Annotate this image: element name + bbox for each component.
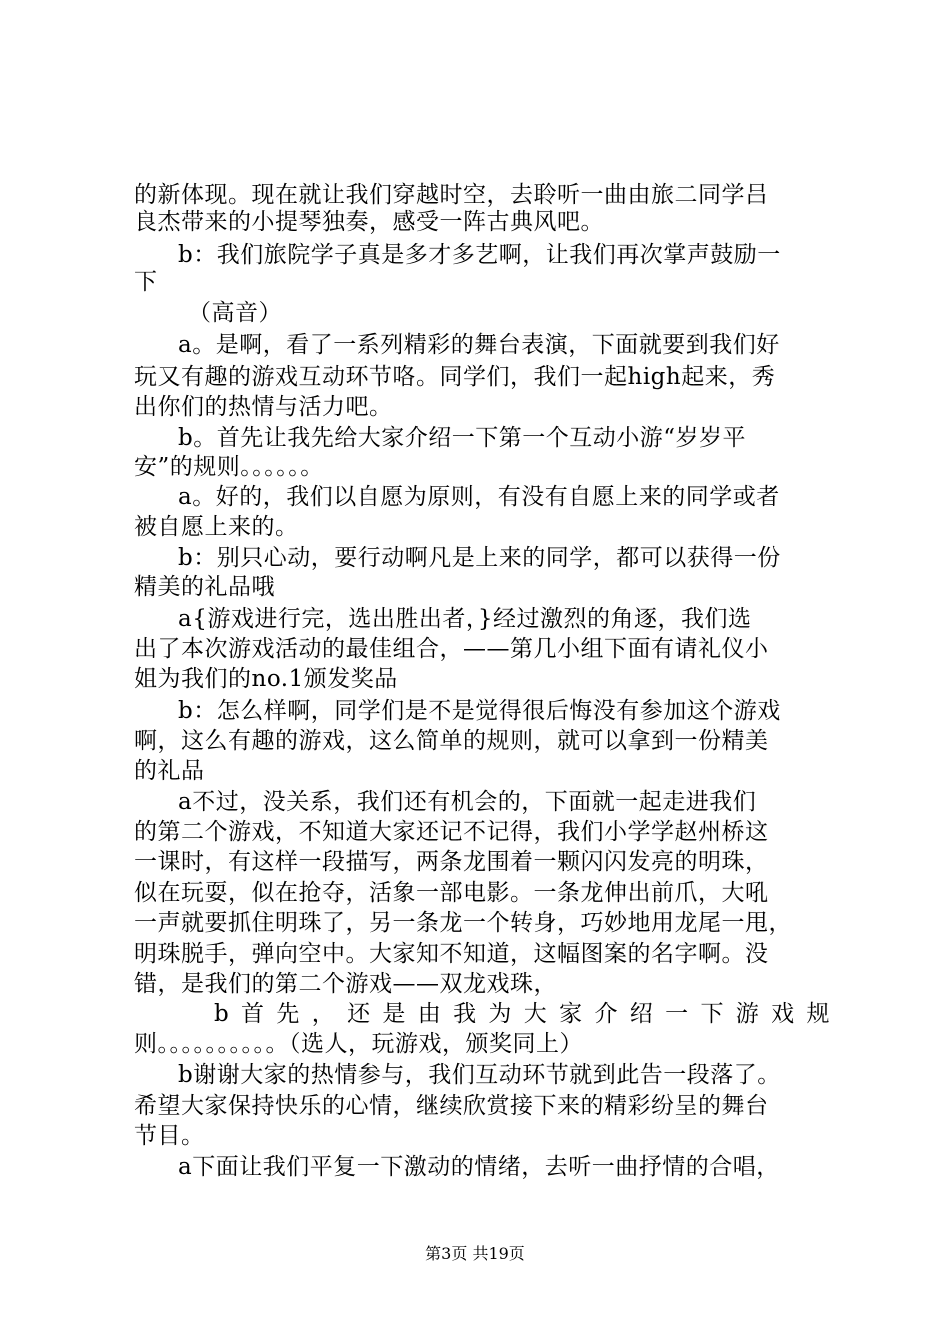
text-line: b：怎么样啊，同学们是不是觉得很后悔没有参加这个游戏	[178, 698, 781, 724]
text-line: 下	[134, 269, 158, 295]
text-line: 安”的规则。。。。。。	[134, 454, 324, 480]
text-line: 似在玩耍，似在抢夺，活象一部电影。一条龙伸出前爪，大吼	[134, 880, 769, 906]
text-line: 被自愿上来的。	[134, 514, 299, 540]
text-line: 节目。	[134, 1123, 205, 1149]
text-line: 希望大家保持快乐的心情，继续欣赏接下来的精彩纷呈的舞台	[134, 1093, 769, 1119]
text-line: a不过，没关系，我们还有机会的，下面就一起走进我们	[178, 789, 757, 815]
text-line: 明珠脱手，弹向空中。大家知不知道，这幅图案的名字啊。没	[134, 941, 769, 967]
text-line: 一声就要抓住明珠了，另一条龙一个转身，巧妙地用龙尾一甩，	[134, 910, 792, 936]
text-line: a。是啊，看了一系列精彩的舞台表演，下面就要到我们好	[178, 332, 780, 358]
text-line: 错，是我们的第二个游戏——双龙戏珠，	[134, 971, 557, 997]
text-line: a{游戏进行完，选出胜出者，}经过激烈的角逐，我们选	[178, 606, 752, 632]
text-line: 精美的礼品哦	[134, 574, 275, 600]
text-line: 出你们的热情与活力吧。	[134, 394, 393, 420]
text-line: a。好的，我们以自愿为原则，有没有自愿上来的同学或者	[178, 484, 780, 510]
text-line: a下面让我们平复一下激动的情绪，去听一曲抒情的合唱，	[178, 1154, 780, 1180]
text-line: b：我们旅院学子真是多才多艺啊，让我们再次掌声鼓励一	[178, 242, 781, 268]
text-line: b首先，还是由我为大家介绍一下游戏规	[214, 1001, 830, 1027]
text-line: b：别只心动，要行动啊凡是上来的同学，都可以获得一份	[178, 545, 781, 571]
text-line: 则。。。。。。。。。。（选人，玩游戏，颁奖同上）	[134, 1031, 583, 1057]
page-number-footer: 第3页 共19页	[425, 1244, 525, 1263]
text-line: 出了本次游戏活动的最佳组合，——第几小组下面有请礼仪小	[134, 636, 769, 662]
text-line: 的新体现。现在就让我们穿越时空，去聆听一曲由旅二同学吕	[134, 182, 769, 208]
text-line: 的第二个游戏，不知道大家还记不记得，我们小学学赵州桥这	[134, 819, 769, 845]
text-line: （高音）	[188, 300, 282, 326]
text-line: 啊，这么有趣的游戏，这么简单的规则，就可以拿到一份精美	[134, 728, 769, 754]
text-line: 玩又有趣的游戏互动环节咯。同学们，我们一起high起来，秀	[134, 364, 776, 390]
text-line: 良杰带来的小提琴独奏，感受一阵古典风吧。	[134, 209, 604, 235]
text-line: 的礼品	[134, 758, 205, 784]
text-line: b。首先让我先给大家介绍一下第一个互动小游“岁岁平	[178, 425, 746, 451]
text-line: 一课时，有这样一段描写，两条龙围着一颗闪闪发亮的明珠，	[134, 849, 769, 875]
text-line: b谢谢大家的热情参与，我们互动环节就到此告一段落了。	[178, 1062, 781, 1088]
text-line: 姐为我们的no.1颁发奖品	[134, 666, 398, 692]
